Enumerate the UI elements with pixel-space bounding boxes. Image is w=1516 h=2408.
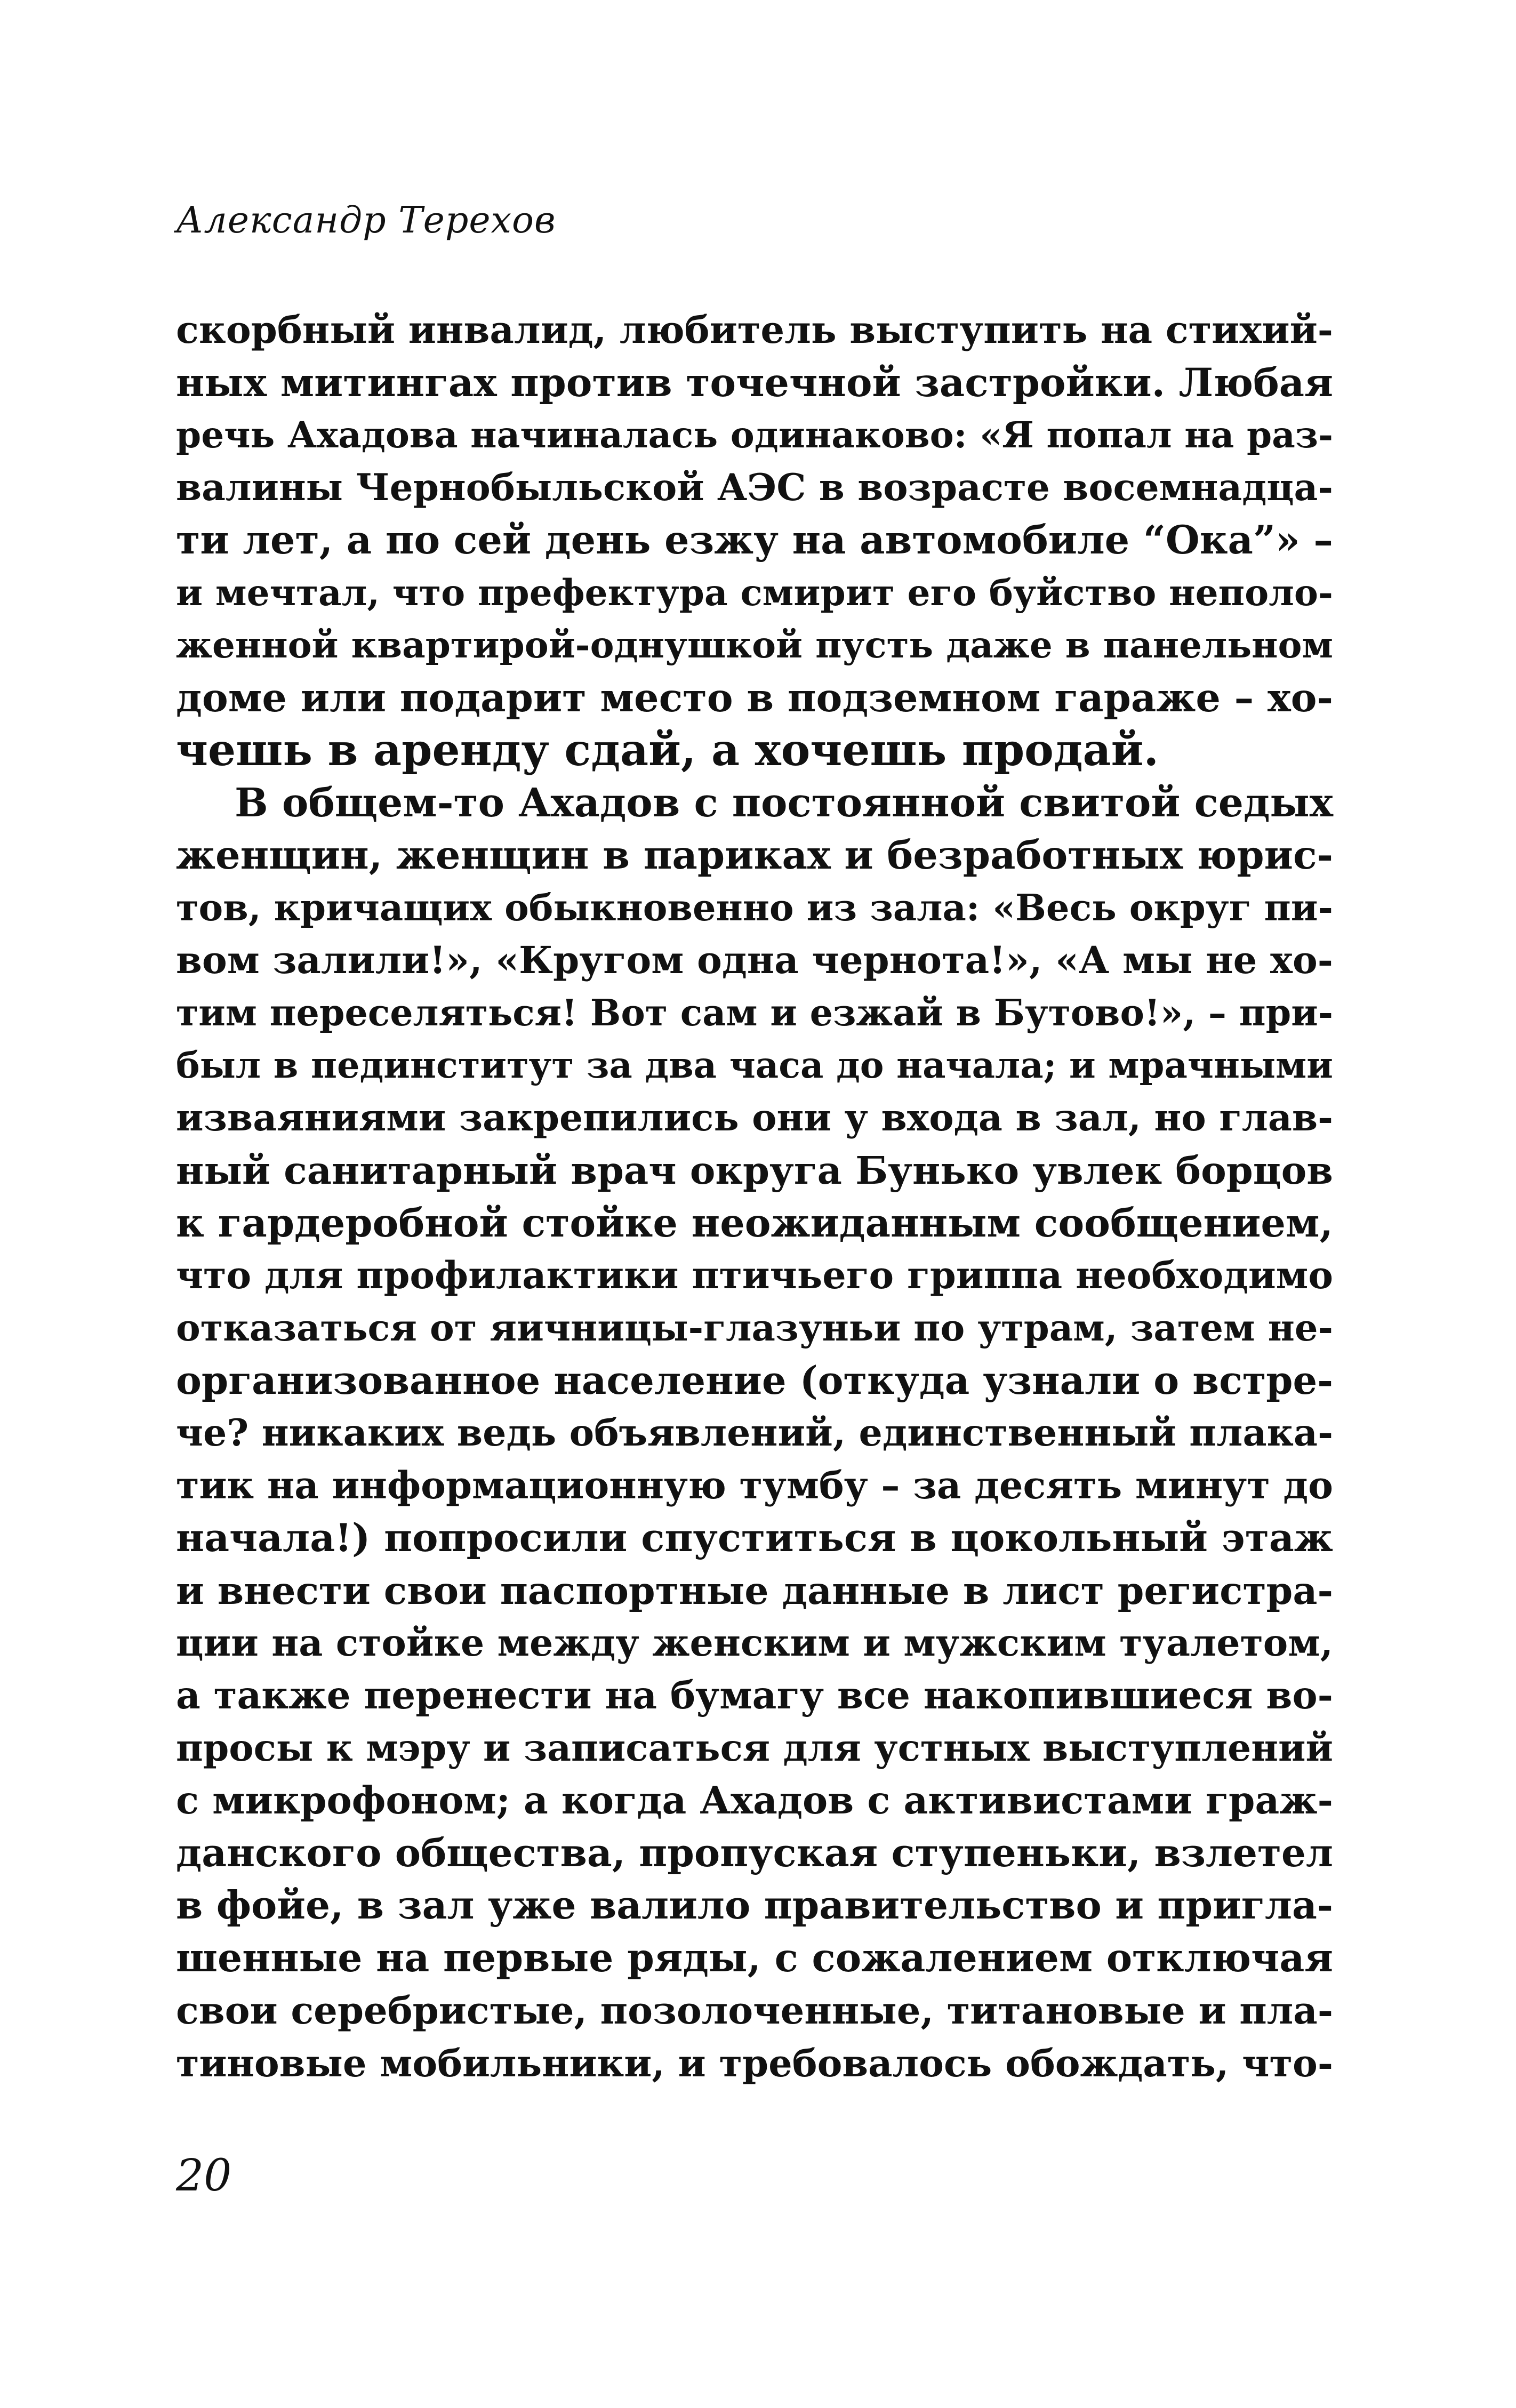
text-line: речь Ахадова начиналась одинаково: «Я попал на раз- (176, 414, 1333, 456)
text-line: просы к мэру и записаться для устных выступлений (176, 1726, 1333, 1770)
text-line: ти лет, а по сей день езжу на автомобиле “Ока”» – (176, 517, 1333, 563)
text-line: скорбный инвалид, любитель выступить на стихий- (176, 308, 1333, 352)
text-line: женщин, женщин в париках и безработных юрис- (176, 832, 1333, 878)
text-line: че? никаких ведь объявлений, единственный плака- (176, 1411, 1333, 1455)
text-line: вом залили!», «Кругом одна чернота!», «А мы не хо- (176, 938, 1333, 982)
text-line: тик на информационную тумбу – за десять минут до (176, 1463, 1333, 1507)
text-line: доме или подарит место в подземном гараже – хо- (176, 675, 1333, 721)
text-line: валины Чернобыльской АЭС в возрасте восемнадца- (176, 465, 1333, 509)
text-line: ных митингах против точечной застройки. Любая (176, 359, 1333, 406)
text-line: изваяниями закрепились они у входа в зал, но глав- (176, 1096, 1333, 1139)
text-line: и внести свои паспортные данные в лист регистра- (176, 1568, 1333, 1613)
text-line: к гардеробной стойке неожиданным сообщением, (176, 1200, 1333, 1246)
text-line: организованное население (откуда узнали о встре- (176, 1358, 1333, 1403)
text-line: шенные на первые ряды, с сожалением отключая (176, 1935, 1333, 1981)
body-text (176, 304, 1333, 2090)
text-line: тим переселяться! Вот сам и езжай в Бутово!», – при- (176, 991, 1333, 1034)
text-line: и мечтал, что префектура смирит его буйство неполо- (176, 571, 1333, 614)
running-head-author: Александр Терехов (176, 199, 556, 242)
text-line: был в пединститут за два часа до начала; и мрачными (176, 1044, 1333, 1086)
text-line: ный санитарный врач округа Бунько увлек борцов (176, 1148, 1333, 1193)
text-line: тов, кричащих обыкновенно из зала: «Весь округ пи- (176, 886, 1333, 929)
page-number: 20 (176, 2150, 232, 2201)
text-line: чешь в аренду сдай, а хочешь продай. (176, 725, 1159, 776)
paragraph-first-line: В общем-то Ахадов с постоянной свитой седых (235, 779, 1333, 826)
text-line: в фойе, в зал уже валило правительство и пригла- (176, 1883, 1333, 1928)
text-line: ции на стойке между женским и мужским туалетом, (176, 1621, 1333, 1665)
text-line: а также перенести на бумагу все накопившиеся во- (176, 1673, 1333, 1717)
text-line: женной квартирой-однушкой пусть даже в панельном (176, 624, 1333, 666)
text-line: отказаться от яичницы-глазуньи по утрам, затем не- (176, 1306, 1333, 1350)
text-line: начала!) попросили спуститься в цокольный этаж (176, 1515, 1333, 1561)
text-line: с микрофоном; а когда Ахадов с активистами граж- (176, 1778, 1333, 1823)
text-line: что для профилактики птичьего гриппа необходимо (176, 1254, 1333, 1297)
text-line: данского общества, пропуская ступеньки, взлетел (176, 1830, 1333, 1876)
text-line: свои серебристые, позолоченные, титановые и пла- (176, 1988, 1333, 2033)
text-line: тиновые мобильники, и требовалось обождать, что- (176, 2041, 1333, 2085)
